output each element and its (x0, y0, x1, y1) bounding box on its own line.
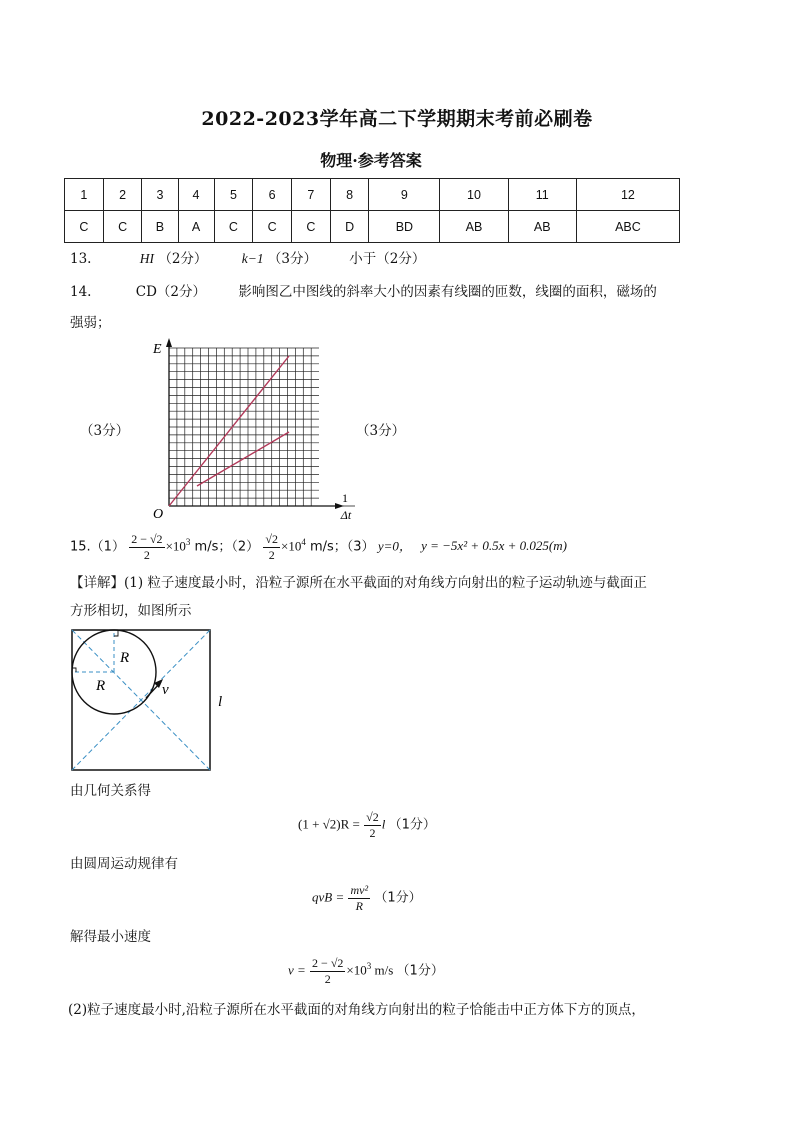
q15-answer-2-exp: 4 (301, 537, 306, 548)
fraction-numerator: 2 − √2 (131, 532, 163, 546)
equation-1-fraction (364, 810, 381, 841)
y-axis-label: E (153, 342, 162, 357)
q14-line (70, 283, 657, 301)
answer-cell: C (65, 211, 104, 243)
shallow-line (197, 432, 289, 486)
equation-1-score: （1分） (388, 817, 436, 833)
fraction-numerator: √2 (265, 532, 278, 546)
steep-line (169, 356, 289, 506)
right-angle-mark-top (114, 630, 118, 636)
equation-2-score: （1分） (374, 890, 422, 906)
label-r-horizontal: R (96, 678, 106, 694)
answer-cell: B (142, 211, 178, 243)
question-number-cell: 1 (65, 179, 104, 211)
origin-label: O (153, 507, 164, 522)
part-2-text: (2)粒子速度最小时,沿粒子源所在水平截面的对角线方向射出的粒子恰能击中正方体下方的顶点， (68, 1002, 645, 1018)
question-number-cell: 12 (576, 179, 679, 211)
q15-answer-1-unit: m/s；（2） (190, 539, 260, 555)
answer-table-number-row (65, 179, 680, 211)
equation-2-fraction (348, 883, 370, 914)
question-number-cell: 3 (142, 179, 178, 211)
answer-cell: D (330, 211, 369, 243)
fraction-denominator: 2 (324, 972, 331, 986)
question-number-cell: 2 (103, 179, 142, 211)
q13-answer-1: HI (139, 251, 155, 266)
fraction-denominator: 2 (143, 548, 150, 562)
question-number-cell: 4 (178, 179, 214, 211)
equation-3-left: v = (288, 962, 306, 978)
min-velocity-text: 解得最小速度 (70, 929, 151, 945)
question-number-cell: 10 (440, 179, 508, 211)
answer-cell: C (292, 211, 331, 243)
question-number-cell: 7 (292, 179, 331, 211)
equation-3-mult: ×10 (346, 962, 367, 978)
answer-cell: AB (508, 211, 576, 243)
answer-cell: C (103, 211, 142, 243)
q13-score-2: （3分） (267, 251, 317, 267)
q15-answer-3-equation: y = −5x² + 0.5x + 0.025(m) (421, 538, 567, 554)
q13-answer-3: 小于（2分） (349, 251, 426, 267)
q14-number: 14. (70, 284, 92, 300)
detail-line-2: 方形相切，如图所示 (70, 603, 192, 619)
fraction-denominator: 2 (369, 826, 376, 840)
question-number-cell: 11 (508, 179, 576, 211)
answer-cell: A (178, 211, 214, 243)
e-vs-inverse-dt-graph (145, 336, 365, 526)
question-number-cell: 5 (214, 179, 253, 211)
equation-1-left: (1 + √2)R = (298, 816, 360, 832)
q13-line (70, 250, 425, 268)
q15-answer-1-mult: ×10 (165, 538, 186, 554)
x-axis-label-numerator: 1 (342, 491, 348, 505)
detail-line-1: 【详解】(1) 粒子速度最小时，沿粒子源所在水平截面的对角线方向射出的粒子运动轨迹与截面正 (70, 575, 647, 591)
answer-cell: BD (369, 211, 440, 243)
label-side-length: l (218, 694, 223, 710)
q14-score-right: （3分） (356, 423, 406, 439)
graph-grid (169, 348, 319, 506)
label-velocity: v (162, 682, 169, 698)
equation-3-score: （1分） (396, 963, 444, 979)
q14-explanation-cont: 强弱； (70, 315, 111, 331)
q15-answer-1-fraction (129, 532, 164, 563)
equation-3 (288, 956, 444, 987)
x-axis-label-denominator: Δt (340, 508, 352, 522)
fraction-denominator: R (355, 899, 363, 913)
q14-answer-1: CD（2分） (135, 284, 207, 300)
answer-table (64, 178, 680, 243)
q14-explanation: 影响图乙中图线的斜率大小的因素有线圈的匝数，线圈的面积，磁场的 (238, 284, 657, 300)
q13-number: 13. (70, 251, 92, 267)
fraction-numerator: 2 − √2 (312, 956, 344, 970)
answer-table-answer-row (65, 211, 680, 243)
equation-2-left: qvB = (312, 889, 345, 905)
q15-answer-2-fraction (263, 532, 280, 563)
q15-answer-2-unit: m/s；（3） (305, 539, 375, 555)
answer-cell: ABC (576, 211, 679, 243)
square-section-figure (66, 626, 236, 776)
q13-answer-2: k−1 (241, 251, 264, 266)
fraction-numerator: √2 (366, 810, 379, 824)
equation-1 (298, 810, 436, 841)
q15-number: 15.（1） (70, 539, 125, 555)
fraction-numerator: mv² (350, 883, 369, 897)
equation-2 (312, 883, 422, 914)
q14-score-left: （3分） (80, 423, 130, 439)
q15-answer-1-exp: 3 (185, 537, 191, 548)
answer-cell: C (214, 211, 253, 243)
q13-score-1: （2分） (158, 251, 208, 267)
geometry-text: 由几何关系得 (70, 783, 151, 799)
fraction-denominator: 2 (268, 548, 275, 562)
label-r-vertical: R (120, 650, 130, 666)
equation-3-exp: 3 (366, 961, 372, 972)
question-number-cell: 9 (369, 179, 440, 211)
equation-3-unit: m/s (371, 962, 394, 978)
circular-motion-text: 由圆周运动规律有 (70, 856, 178, 872)
equation-3-fraction (310, 956, 345, 987)
q15-answer-3: y=0， (377, 538, 412, 554)
page-title: 2022-2023学年高二下学期期末考前必刷卷 (201, 108, 593, 130)
q15-answer-2-mult: ×10 (280, 538, 302, 554)
equation-1-right: l (381, 816, 386, 832)
page-subtitle: 物理·参考答案 (320, 151, 422, 170)
y-axis-arrow (166, 338, 172, 347)
answer-cell: AB (440, 211, 508, 243)
question-number-cell: 8 (330, 179, 369, 211)
q15-answer-line (70, 532, 567, 563)
answer-cell: C (253, 211, 292, 243)
question-number-cell: 6 (253, 179, 292, 211)
